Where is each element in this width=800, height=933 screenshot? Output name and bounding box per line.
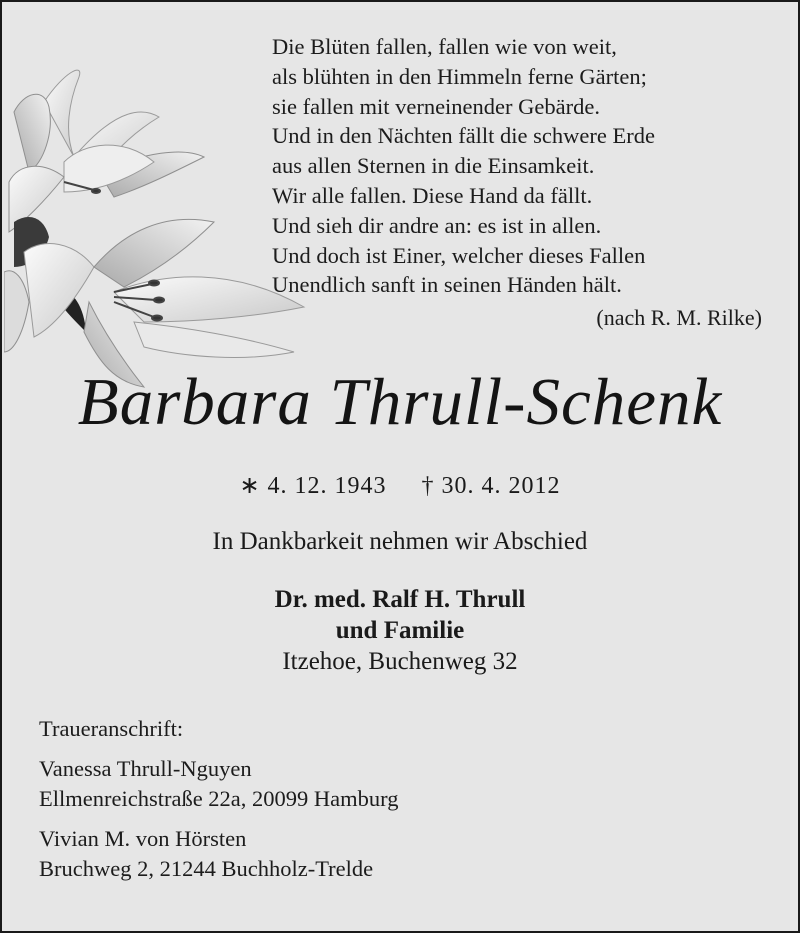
birth-date: ∗ 4. 12. 1943: [239, 473, 387, 499]
poem-line: Und in den Nächten fällt die schwere Erde: [272, 123, 655, 149]
contact-name: Vanessa Thrull-Nguyen: [39, 756, 252, 781]
death-date: † 30. 4. 2012: [421, 473, 561, 499]
poem-line: Unendlich sanft in seinen Händen hält.: [272, 272, 622, 298]
signer-location: Itzehoe, Buchenweg 32: [282, 648, 518, 675]
poem-attribution: (nach R. M. Rilke): [596, 305, 762, 330]
poem-line: Und sieh dir andre an: es ist in allen.: [272, 212, 602, 238]
poem-line: Die Blüten fallen, fallen wie von weit,: [272, 34, 617, 59]
address-heading: Traueranschrift:: [39, 716, 184, 741]
lily-flower-image: [4, 62, 316, 392]
poem-line: sie fallen mit verneinender Gebärde.: [272, 93, 600, 119]
poem-line: aus allen Sternen in die Einsamkeit.: [272, 153, 595, 179]
signers: [2, 584, 798, 677]
poem-line: Wir alle fallen. Diese Hand da fällt.: [272, 182, 593, 208]
contact-street: Ellmenreichstraße 22a, 20099 Hamburg: [39, 786, 399, 811]
poem-line: Und doch ist Einer, welcher dieses Fallen: [272, 242, 646, 268]
contact-name: Vivian M. von Hörsten: [39, 826, 247, 851]
poem: [272, 32, 655, 300]
poem-line: als blühten in den Himmeln ferne Gärten;: [272, 63, 647, 89]
signer-name: Dr. med. Ralf H. Thrull: [274, 586, 526, 613]
deceased-name: Barbara Thrull-Schenk: [77, 365, 723, 439]
mourning-address: [39, 714, 398, 884]
contact-street: Bruchweg 2, 21244 Buchholz-Trelde: [39, 856, 374, 881]
signer-family: und Familie: [335, 617, 465, 644]
farewell-text: In Dankbarkeit nehmen wir Abschied: [212, 528, 588, 555]
life-dates: [2, 471, 798, 500]
